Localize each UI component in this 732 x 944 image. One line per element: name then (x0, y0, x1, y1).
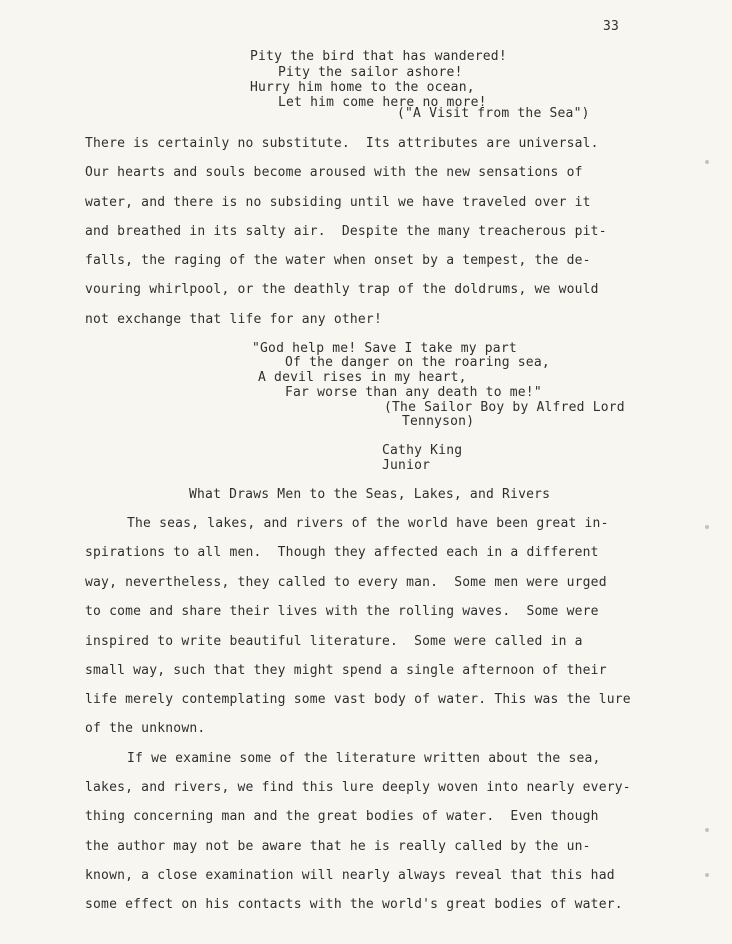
para3-line-2: lakes, and rivers, we find this lure deeply woven into nearly every- (85, 780, 631, 795)
para3-line-1: If we examine some of the literature written about the sea, (127, 751, 601, 766)
para2-line-8: of the unknown. (85, 721, 206, 736)
author-name: Cathy King (382, 443, 463, 458)
poem1-citation: ("A Visit from the Sea") (397, 106, 590, 121)
scan-mark (705, 873, 709, 877)
scan-mark (705, 160, 709, 164)
para1-line-1: There is certainly no substitute. Its attributes are universal. (85, 136, 599, 151)
para1-line-4: and breathed in its salty air. Despite the many treacherous pit- (85, 224, 607, 239)
para3-line-4: the author may not be aware that he is really called by the un- (85, 839, 591, 854)
poem1-line-2: Pity the sailor ashore! (278, 65, 463, 80)
para2-line-1: The seas, lakes, and rivers of the world have been great in- (127, 516, 609, 531)
para1-line-6: vouring whirlpool, or the deathly trap of the doldrums, we would (85, 282, 599, 297)
para2-line-2: spirations to all men. Though they affected each in a different (85, 545, 599, 560)
poem2-line-3: A devil rises in my heart, (258, 370, 467, 385)
para1-line-2: Our hearts and souls become aroused with the new sensations of (85, 165, 583, 180)
para3-line-5: known, a close examination will nearly always reveal that this had (85, 868, 615, 883)
essay-title: What Draws Men to the Seas, Lakes, and Rivers (189, 487, 551, 502)
para2-line-5: inspired to write beautiful literature. Some were called in a (85, 634, 583, 649)
page-number: 33 (603, 19, 620, 34)
para2-line-3: way, nevertheless, they called to every man. Some men were urged (85, 575, 607, 590)
para2-line-4: to come and share their lives with the rolling waves. Some were (85, 604, 599, 619)
poem1-line-1: Pity the bird that has wandered! (250, 49, 507, 64)
scan-mark (705, 828, 709, 832)
para1-line-3: water, and there is no subsiding until we have traveled over it (85, 195, 591, 210)
poem2-line-4: Far worse than any death to me!" (285, 385, 542, 400)
poem1-line-3: Hurry him home to the ocean, (250, 80, 475, 95)
poem2-line-2: Of the danger on the roaring sea, (285, 355, 550, 370)
para3-line-6: some effect on his contacts with the world's great bodies of water. (85, 897, 623, 912)
poem2-citation-1: (The Sailor Boy by Alfred Lord (384, 400, 625, 415)
poem2-line-1: "God help me! Save I take my part (252, 341, 517, 356)
poem1-line-4: Let him come here no more! (278, 95, 487, 110)
para2-line-7: life merely contemplating some vast body of water. This was the lure (85, 692, 631, 707)
para1-line-7: not exchange that life for any other! (85, 312, 382, 327)
para2-line-6: small way, such that they might spend a single afternoon of their (85, 663, 607, 678)
scan-mark (705, 525, 709, 529)
para1-line-5: falls, the raging of the water when onset by a tempest, the de- (85, 253, 591, 268)
para3-line-3: thing concerning man and the great bodies of water. Even though (85, 809, 599, 824)
author-grade: Junior (382, 458, 431, 473)
poem2-citation-2: Tennyson) (402, 414, 475, 429)
